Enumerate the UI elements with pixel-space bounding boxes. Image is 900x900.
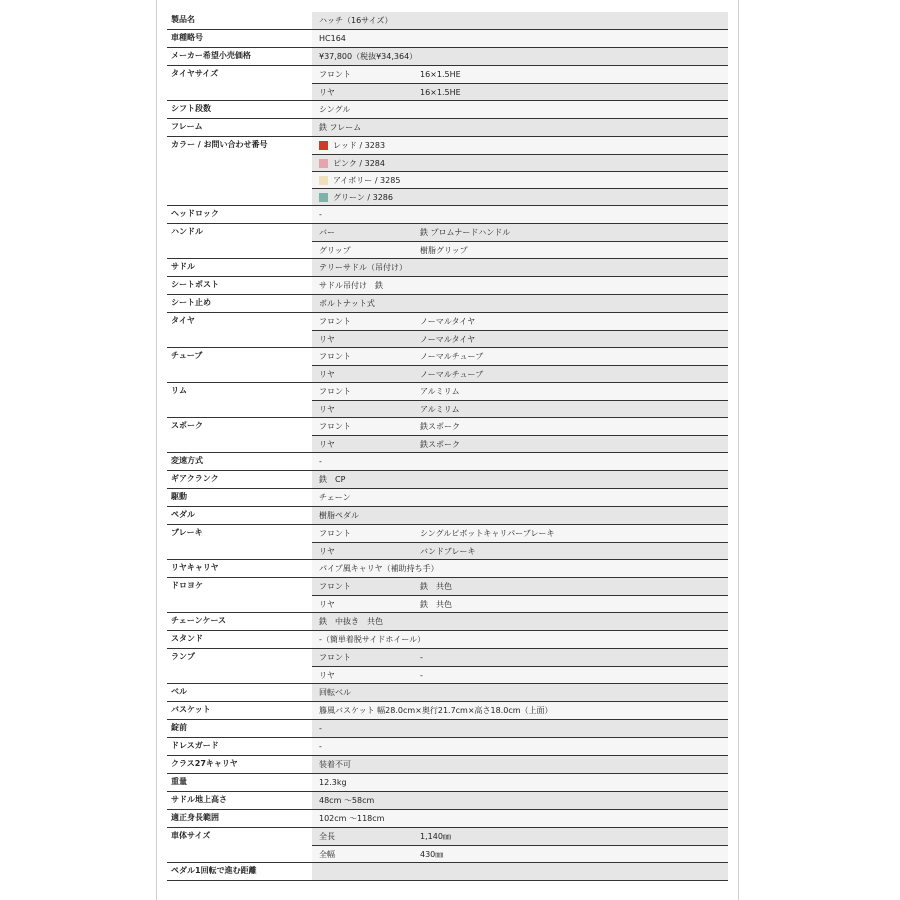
spec-value: 樹脂ペダル: [319, 511, 359, 520]
spec-table: [167, 12, 728, 881]
spec-row: [167, 383, 728, 418]
spec-values: [312, 119, 728, 136]
color-swatch-icon: [319, 176, 328, 185]
spec-row: [167, 224, 728, 259]
spec-value: 16×1.5HE: [420, 87, 461, 97]
spec-values: [312, 756, 728, 773]
spec-row: [167, 810, 728, 828]
spec-row: [167, 259, 728, 277]
spec-value-row: [312, 507, 728, 524]
spec-label: 車体サイズ: [167, 828, 312, 862]
spec-row: [167, 774, 728, 792]
spec-label: リヤキャリヤ: [167, 560, 312, 577]
spec-value-row: [312, 684, 728, 701]
spec-sub-label: フロント: [319, 70, 351, 79]
spec-value-row: [312, 649, 728, 666]
spec-label: バスケット: [167, 702, 312, 719]
spec-value: ノーマルタイヤ: [420, 334, 476, 344]
color-swatch-icon: [319, 159, 328, 168]
spec-value-row: [312, 774, 728, 791]
spec-label: ドレスガード: [167, 738, 312, 755]
spec-value-row: [312, 48, 728, 65]
spec-row: [167, 560, 728, 578]
spec-values: [312, 348, 728, 382]
spec-label: 適正身長範囲: [167, 810, 312, 827]
spec-value-row: [312, 206, 728, 223]
spec-row: [167, 313, 728, 348]
spec-page: [156, 0, 739, 900]
spec-sub-label: リヤ: [319, 546, 335, 556]
spec-value: ノーマルチューブ: [420, 352, 484, 361]
spec-sub-label: フロント: [319, 653, 351, 662]
spec-value-row: [312, 489, 728, 506]
spec-row: [167, 206, 728, 224]
spec-value: シングルピボットキャリパーブレーキ: [420, 529, 555, 538]
spec-value-row: [312, 330, 728, 347]
spec-row: [167, 828, 728, 863]
spec-value-row: [312, 471, 728, 488]
spec-value: 樹脂グリップ: [420, 245, 468, 255]
spec-row: [167, 863, 728, 881]
spec-values: [312, 30, 728, 47]
spec-values: [312, 418, 728, 452]
spec-row: [167, 756, 728, 774]
spec-label: クラス27キャリヤ: [167, 756, 312, 773]
spec-label: スポーク: [167, 418, 312, 452]
spec-value: 16×1.5HE: [420, 70, 461, 79]
spec-label: スタンド: [167, 631, 312, 648]
spec-value-row: [312, 348, 728, 365]
spec-value-row: [312, 578, 728, 595]
color-swatch-icon: [319, 193, 328, 202]
spec-label: ハンドル: [167, 224, 312, 258]
spec-values: [312, 489, 728, 506]
spec-values: [312, 631, 728, 648]
spec-values: [312, 684, 728, 701]
spec-sub-label: フロント: [319, 529, 351, 538]
spec-value-row: [312, 756, 728, 773]
spec-values: [312, 12, 728, 29]
spec-label: ペダル: [167, 507, 312, 524]
spec-label: メーカー希望小売価格: [167, 48, 312, 65]
spec-sub-label: 全長: [319, 832, 335, 841]
spec-value: -: [319, 210, 322, 219]
spec-row: [167, 453, 728, 471]
spec-label: タイヤ: [167, 313, 312, 347]
spec-value-row: [312, 12, 728, 29]
spec-label: ドロヨケ: [167, 578, 312, 612]
spec-values: [312, 738, 728, 755]
spec-value-row: [312, 738, 728, 755]
spec-row: [167, 525, 728, 560]
spec-values: [312, 101, 728, 118]
spec-row: [167, 684, 728, 702]
spec-values: [312, 295, 728, 312]
spec-value: 装着不可: [319, 760, 351, 769]
spec-value: バンドブレーキ: [420, 546, 476, 556]
spec-sub-label: リヤ: [319, 87, 335, 97]
spec-sub-label: バー: [319, 228, 335, 237]
spec-value-row: [312, 702, 728, 719]
spec-value: -: [319, 724, 322, 733]
spec-label: シートポスト: [167, 277, 312, 294]
spec-label: シフト段数: [167, 101, 312, 118]
spec-label: シート止め: [167, 295, 312, 312]
spec-values: [312, 313, 728, 347]
spec-row: [167, 348, 728, 383]
spec-label: ギアクランク: [167, 471, 312, 488]
spec-value-row: [312, 595, 728, 612]
spec-value: HC164: [319, 34, 346, 43]
spec-sub-label: グリップ: [319, 245, 351, 255]
spec-value: アイボリー / 3285: [333, 175, 401, 185]
spec-row: [167, 295, 728, 313]
spec-value: レッド / 3283: [333, 141, 386, 150]
spec-row: [167, 613, 728, 631]
spec-value-row: [312, 313, 728, 330]
spec-values: [312, 863, 728, 880]
spec-row: [167, 507, 728, 525]
spec-value-row: [312, 383, 728, 400]
spec-label: チェーンケース: [167, 613, 312, 630]
spec-row: [167, 702, 728, 720]
spec-row: [167, 631, 728, 649]
spec-value: 430㎜: [420, 849, 444, 859]
spec-value: 鉄 共色: [420, 599, 452, 609]
spec-label: リム: [167, 383, 312, 417]
spec-label: ベル: [167, 684, 312, 701]
spec-value: 鉄 フレーム: [319, 123, 362, 132]
spec-label: フレーム: [167, 119, 312, 136]
spec-value: 48cm ～58cm: [319, 796, 375, 805]
spec-value: -: [420, 653, 423, 662]
spec-value-row: [312, 83, 728, 100]
spec-values: [312, 383, 728, 417]
spec-value-row: [312, 560, 728, 577]
spec-label: ブレーキ: [167, 525, 312, 559]
spec-row: [167, 101, 728, 119]
spec-sub-label: リヤ: [319, 439, 335, 449]
spec-values: [312, 560, 728, 577]
spec-value-row: [312, 542, 728, 559]
spec-value-row: [312, 241, 728, 258]
spec-label: 車種略号: [167, 30, 312, 47]
spec-sub-label: フロント: [319, 352, 351, 361]
spec-label: ペダル1回転で進む距離: [167, 863, 312, 880]
spec-values: [312, 720, 728, 737]
spec-values: [312, 810, 728, 827]
spec-value: チェーン: [319, 493, 351, 502]
spec-values: [312, 792, 728, 809]
spec-value-row: [312, 453, 728, 470]
spec-sub-label: フロント: [319, 422, 351, 431]
spec-row: [167, 119, 728, 137]
spec-value-row: [312, 418, 728, 435]
spec-value-row: [312, 171, 728, 188]
spec-value: サドル吊付け 鉄: [319, 281, 383, 290]
spec-value-row: [312, 400, 728, 417]
spec-sub-label: リヤ: [319, 334, 335, 344]
spec-sub-label: フロント: [319, 387, 351, 396]
spec-row: [167, 489, 728, 507]
spec-row: [167, 649, 728, 684]
spec-value: 1,140㎜: [420, 832, 451, 841]
spec-value-row: [312, 666, 728, 683]
spec-value-row: [312, 435, 728, 452]
spec-value: ボルトナット式: [319, 299, 375, 308]
spec-label: ランプ: [167, 649, 312, 683]
spec-value: ノーマルチューブ: [420, 369, 484, 379]
spec-value: 鉄 共色: [420, 582, 452, 591]
spec-values: [312, 507, 728, 524]
spec-row: [167, 12, 728, 30]
spec-value-row: [312, 66, 728, 83]
spec-value: 12.3kg: [319, 778, 347, 787]
spec-value-row: [312, 137, 728, 154]
spec-label: サドル: [167, 259, 312, 276]
spec-sub-label: フロント: [319, 582, 351, 591]
spec-value: ノーマルタイヤ: [420, 317, 476, 326]
spec-value-row: [312, 224, 728, 241]
spec-values: [312, 137, 728, 205]
spec-value: -: [319, 457, 322, 466]
spec-value-row: [312, 525, 728, 542]
spec-value-row: [312, 631, 728, 648]
spec-value: 回転ベル: [319, 688, 351, 697]
spec-label: タイヤサイズ: [167, 66, 312, 100]
spec-value-row: [312, 792, 728, 809]
spec-values: [312, 774, 728, 791]
spec-values: [312, 48, 728, 65]
spec-sub-label: リヤ: [319, 599, 335, 609]
spec-row: [167, 66, 728, 101]
spec-value: 鉄スポーク: [420, 422, 460, 431]
spec-row: [167, 578, 728, 613]
spec-label: 変速方式: [167, 453, 312, 470]
spec-value: 鉄 中抜き 共色: [319, 617, 383, 626]
spec-value: シングル: [319, 105, 351, 114]
spec-value-row: [312, 720, 728, 737]
spec-values: [312, 828, 728, 862]
spec-value: ハッチ（16サイズ）: [319, 16, 393, 25]
spec-value-row: [312, 828, 728, 845]
spec-values: [312, 66, 728, 100]
spec-value: パイプ風キャリヤ（補助持ち手）: [319, 564, 439, 573]
spec-label: カラー / お問い合わせ番号: [167, 137, 312, 205]
spec-label: 製品名: [167, 12, 312, 29]
spec-sub-label: 全幅: [319, 849, 335, 859]
spec-values: [312, 471, 728, 488]
spec-value-row: [312, 154, 728, 171]
spec-value-row: [312, 613, 728, 630]
spec-values: [312, 259, 728, 276]
spec-value: アルミリム: [420, 404, 460, 414]
spec-value: 鉄 CP: [319, 475, 346, 484]
spec-value: 鉄 プロムナードハンドル: [420, 228, 511, 237]
spec-values: [312, 649, 728, 683]
spec-value: -（簡単着脱サイドホイール）: [319, 635, 426, 644]
spec-value: アルミリム: [420, 387, 460, 396]
spec-row: [167, 418, 728, 453]
spec-sub-label: フロント: [319, 317, 351, 326]
spec-values: [312, 613, 728, 630]
spec-row: [167, 48, 728, 66]
spec-row: [167, 277, 728, 295]
spec-values: [312, 224, 728, 258]
spec-label: 重量: [167, 774, 312, 791]
spec-value: テリーサドル（吊付け）: [319, 263, 407, 272]
spec-value: グリーン / 3286: [333, 192, 393, 202]
spec-row: [167, 471, 728, 489]
spec-value: 籐風バスケット 幅28.0cm×奥行21.7cm×高さ18.0cm（上面）: [319, 706, 553, 715]
spec-label: ヘッドロック: [167, 206, 312, 223]
spec-values: [312, 578, 728, 612]
spec-value: -: [420, 670, 423, 680]
spec-label: サドル地上高さ: [167, 792, 312, 809]
spec-value-row: [312, 295, 728, 312]
spec-value-row: [312, 30, 728, 47]
spec-row: [167, 738, 728, 756]
spec-value-row: [312, 101, 728, 118]
spec-label: チューブ: [167, 348, 312, 382]
spec-sub-label: リヤ: [319, 404, 335, 414]
spec-value: -: [319, 742, 322, 751]
spec-values: [312, 206, 728, 223]
spec-row: [167, 792, 728, 810]
spec-values: [312, 453, 728, 470]
spec-value-row: [312, 277, 728, 294]
spec-value-row: [312, 365, 728, 382]
color-swatch-icon: [319, 141, 328, 150]
spec-value: ピンク / 3284: [333, 158, 385, 168]
spec-values: [312, 525, 728, 559]
spec-value-row: [312, 259, 728, 276]
spec-row: [167, 137, 728, 206]
spec-row: [167, 720, 728, 738]
spec-sub-label: リヤ: [319, 369, 335, 379]
spec-value: ¥37,800（税抜¥34,364）: [319, 52, 418, 61]
spec-sub-label: リヤ: [319, 670, 335, 680]
spec-value-row: [312, 119, 728, 136]
spec-values: [312, 277, 728, 294]
spec-label: 錠前: [167, 720, 312, 737]
spec-value-row: [312, 863, 728, 880]
spec-label: 駆動: [167, 489, 312, 506]
spec-value: 102cm ～118cm: [319, 814, 385, 823]
spec-value-row: [312, 810, 728, 827]
spec-row: [167, 30, 728, 48]
spec-values: [312, 702, 728, 719]
spec-value: 鉄スポーク: [420, 439, 460, 449]
spec-value-row: [312, 188, 728, 205]
spec-value-row: [312, 845, 728, 862]
